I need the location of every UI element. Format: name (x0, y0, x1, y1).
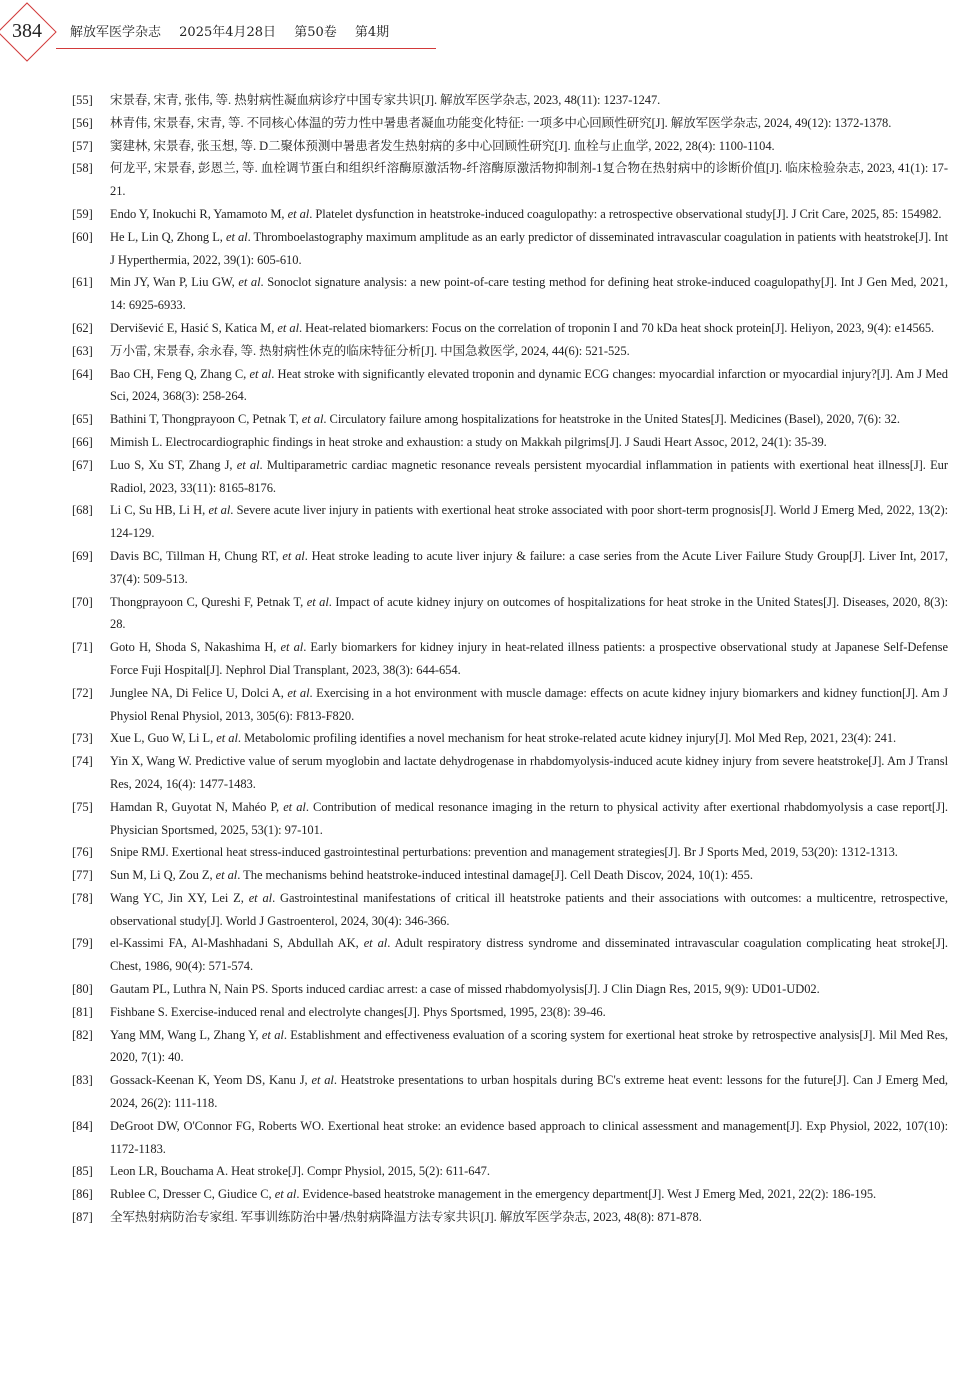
reference-number: [59] (72, 206, 93, 221)
reference-item (72, 727, 948, 750)
reference-item (72, 340, 948, 363)
reference-number: [58] (72, 161, 93, 176)
reference-authors: Li C, Su HB, Li H, (110, 503, 209, 518)
reference-text: Mimish L. Electrocardiographic findings in heat stroke and exhaustion: a study on Makkah pilgrims[J]. J Saudi Heart Assoc, 2012, 24(1): 35-39. (110, 434, 827, 449)
reference-citation: . The mechanisms behind heatstroke-induced intestinal damage[J]. Cell Death Discov, 2024, 10(1): 455. (237, 868, 753, 883)
reference-number: [56] (72, 115, 93, 130)
reference-authors: Bao CH, Feng Q, Zhang C, (110, 366, 250, 381)
reference-item (72, 1183, 948, 1206)
volume-label: 第50卷 (294, 25, 337, 40)
reference-authors: Junglee NA, Di Felice U, Dolci A, (110, 685, 288, 700)
reference-text (110, 864, 948, 887)
reference-authors: Wang YC, Jin XY, Lei Z, (110, 890, 249, 905)
reference-item (72, 157, 948, 203)
reference-number: [62] (72, 320, 93, 335)
reference-citation: . Heatstroke presentations to urban hospitals during BC's extreme heat event: lessons for the future[J]. Can J Emerg Med, 2024, 26(2): 111-118. (110, 1073, 948, 1111)
reference-et-al: et al (282, 548, 305, 563)
reference-text: Leon LR, Bouchama A. Heat stroke[J]. Compr Physiol, 2015, 5(2): 611-647. (110, 1164, 490, 1179)
reference-authors: Yang MM, Wang L, Zhang Y, (110, 1027, 262, 1042)
reference-number: [75] (72, 799, 93, 814)
reference-item (72, 636, 948, 682)
issue-label: 第4期 (354, 25, 390, 40)
reference-list (72, 89, 948, 1229)
reference-citation: . Platelet dysfunction in heatstroke-induced coagulopathy: a retrospective observational study[J]. J Crit Care, 2025, 85: 154982. (309, 206, 942, 221)
reference-number: [87] (72, 1210, 93, 1225)
reference-text: 窦建林, 宋景春, 张玉想, 等. D二聚体预测中暑患者发生热射病的多中心回顾性研究[J]. 血栓与止血学, 2022, 28(4): 1100-1104. (110, 138, 775, 153)
reference-et-al: et al (216, 731, 238, 746)
reference-number: [60] (72, 229, 93, 244)
reference-text (110, 454, 948, 500)
reference-text: 万小雷, 宋景春, 余永春, 等. 热射病性休克的临床特征分析[J]. 中国急救医学, 2024, 44(6): 521-525. (110, 343, 630, 358)
reference-number: [80] (72, 982, 93, 997)
reference-authors: el-Kassimi FA, Al-Mashhadani S, Abdullah AK, (110, 936, 364, 951)
reference-item (72, 112, 948, 135)
reference-text (110, 317, 948, 340)
reference-item (72, 1115, 948, 1161)
reference-authors: Gossack-Keenan K, Yeom DS, Kanu J, (110, 1073, 312, 1088)
reference-text (110, 363, 948, 409)
reference-authors: He L, Lin Q, Zhong L, (110, 229, 226, 244)
reference-item (72, 887, 948, 933)
reference-et-al: et al (261, 1027, 284, 1042)
reference-text: 全军热射病防治专家组. 军事训练防治中暑/热射病降温方法专家共识[J]. 解放军医学杂志, 2023, 48(8): 871-878. (110, 1210, 702, 1225)
page-header (0, 0, 956, 62)
reference-authors: Goto H, Shoda S, Nakashima H, (110, 640, 281, 655)
reference-text (110, 499, 948, 545)
reference-number: [66] (72, 434, 93, 449)
reference-et-al: et al (238, 275, 261, 290)
running-header (70, 24, 403, 42)
reference-authors: Luo S, Xu ST, Zhang J, (110, 457, 237, 472)
reference-et-al: et al (215, 868, 238, 883)
reference-number: [77] (72, 868, 93, 883)
reference-citation: . Early biomarkers for kidney injury in heat-related illness patients: a prospective observational study at Japanese Self-Defense Force Fuji Hospital[J]. Nephrol Dial Transplant, 2023, 38(3): 644-654. (110, 640, 948, 677)
reference-item (72, 1001, 948, 1024)
reference-number: [64] (72, 366, 93, 381)
reference-citation: . Multiparametric cardiac magnetic resonance reveals persistent myocardial inflammation in patients with exertional heat illness[J]. Eur Radiol, 2023, 33(11): 8165-8176. (110, 457, 948, 495)
reference-et-al: et al (249, 366, 272, 381)
reference-number: [74] (72, 754, 93, 769)
reference-text: Snipe RMJ. Exertional heat stress-induced gastrointestinal perturbations: prevention and management strategies[J]. Br J Sports Med, 2019, 53(20): 1312-1313. (110, 845, 898, 860)
reference-et-al: et al (311, 1073, 334, 1088)
reference-authors: Hamdan R, Guyotat N, Mahéo P, (110, 799, 284, 814)
reference-text (110, 1183, 948, 1206)
reference-text (110, 932, 948, 978)
reference-number: [55] (72, 93, 93, 107)
reference-citation: . Heat-related biomarkers: Focus on the correlation of troponin I and 70 kDa heat shock protein[J]. Heliyon, 2023, 9(4): e14565. (299, 320, 935, 335)
reference-item (72, 363, 948, 409)
reference-number: [85] (72, 1164, 93, 1179)
reference-item (72, 89, 948, 112)
reference-et-al: et al (236, 457, 260, 472)
reference-text (110, 545, 948, 591)
reference-citation: . Contribution of medical resonance imaging in the return to physical activity after exertional rhabdomyolysis a case report[J]. Physician Sportsmed, 2025, 53(1): 97-101. (110, 799, 948, 837)
reference-citation: . Evidence-based heatstroke management in the emergency department[J]. West J Emerg Med, 2021, 22(2): 186-195. (296, 1187, 877, 1202)
reference-item (72, 226, 948, 272)
reference-text: 林青伟, 宋景春, 宋青, 等. 不同核心体温的劳力性中暑患者凝血功能变化特征: 一项多中心回顾性研究[J]. 解放军医学杂志, 2024, 49(12): 1372-1378. (110, 115, 892, 130)
reference-item (72, 203, 948, 226)
reference-item (72, 682, 948, 728)
reference-number: [86] (72, 1187, 93, 1202)
reference-number: [73] (72, 731, 93, 746)
journal-name: 解放军医学杂志 (70, 25, 162, 40)
reference-item (72, 454, 948, 500)
reference-authors: Thongprayoon C, Qureshi F, Petnak T, (110, 594, 307, 609)
reference-citation: . Heat stroke leading to acute liver injury & failure: a case series from the Acute Liver Failure Study Group[J]. Liver Int, 2017, 37(4): 509-513. (110, 548, 949, 586)
reference-item (72, 1160, 948, 1183)
reference-text (110, 636, 948, 682)
reference-number: [70] (72, 594, 93, 609)
reference-item (72, 408, 948, 431)
reference-text: Yin X, Wang W. Predictive value of serum myoglobin and lactate dehydrogenase in rhabdomyolysis-induced acute kidney injury from severe heatstroke[J]. Am J Transl Res, 2024, 16(4): 1477-1483. (110, 754, 948, 791)
reference-et-al: et al (248, 890, 273, 905)
reference-number: [76] (72, 845, 93, 860)
reference-citation: . Severe acute liver injury in patients with exertional heat stroke associated with poor short-term prognosis[J]. World J Emerg Med, 2022, 13(2): 124-129. (110, 503, 949, 541)
reference-citation: . Exercising in a hot environment with muscle damage: effects on acute kidney injury biomarkers and kidney function[J]. Am J Physiol Renal Physiol, 2013, 305(6): F813-F820. (110, 685, 949, 723)
reference-text (110, 796, 948, 842)
reference-item (72, 1206, 948, 1229)
reference-item (72, 1024, 948, 1070)
reference-citation: . Gastrointestinal manifestations of critical ill heatstroke patients and their associations with outcomes: a multicentre, retrospective, observational study[J]. World J Gastroenterol, 2024, 30(4): 346-366. (110, 890, 949, 928)
reference-item (72, 545, 948, 591)
reference-authors: Min JY, Wan P, Liu GW, (110, 275, 239, 290)
reference-number: [71] (72, 640, 93, 655)
reference-text: 宋景春, 宋青, 张伟, 等. 热射病性凝血病诊疗中国专家共识[J]. 解放军医学杂志, 2023, 48(11): 1237-1247. (110, 93, 661, 107)
reference-item (72, 431, 948, 454)
reference-authors: Xue L, Guo W, Li L, (110, 731, 217, 746)
reference-text (110, 226, 948, 272)
reference-item (72, 1069, 948, 1115)
reference-number: [83] (72, 1073, 93, 1088)
reference-item (72, 841, 948, 864)
reference-et-al: et al (277, 320, 300, 335)
reference-text (110, 1069, 948, 1115)
reference-item (72, 864, 948, 887)
reference-citation: . Establishment and effectiveness evaluation of a scoring system for exertional heat stroke by retrospective analysis[J]. Mil Med Res, 2020, 7(1): 40. (110, 1027, 948, 1065)
reference-number: [81] (72, 1004, 93, 1019)
reference-authors: Dervišević E, Hasić S, Katica M, (110, 320, 278, 335)
reference-number: [61] (72, 275, 93, 290)
reference-item (72, 499, 948, 545)
reference-text (110, 887, 948, 933)
reference-number: [68] (72, 503, 93, 518)
reference-item (72, 796, 948, 842)
reference-number: [67] (72, 457, 93, 472)
reference-item (72, 135, 948, 158)
reference-text (110, 271, 948, 317)
reference-text (110, 727, 948, 750)
reference-item (72, 750, 948, 796)
page-number: 384 (12, 20, 42, 42)
reference-number: [84] (72, 1118, 93, 1133)
reference-et-al: et al (287, 206, 310, 221)
reference-text: 何龙平, 宋景春, 彭恩兰, 等. 血栓调节蛋白和组织纤溶酶原激活物-纤溶酶原激活物抑制剂-1复合物在热射病中的诊断价值[J]. 临床检验杂志, 2023, 41(1): 17-21. (110, 161, 948, 199)
reference-number: [63] (72, 343, 93, 358)
reference-number: [79] (72, 936, 93, 951)
reference-citation: . Metabolomic profiling identifies a novel mechanism for heat stroke-related acute kidney injury[J]. Mol Med Rep, 2021, 23(4): 241. (237, 731, 897, 746)
reference-text: Fishbane S. Exercise-induced renal and electrolyte changes[J]. Phys Sportsmed, 1995, 23(8): 39-46. (110, 1004, 606, 1019)
reference-item (72, 317, 948, 340)
reference-et-al: et al (306, 594, 329, 609)
reference-text (110, 1024, 948, 1070)
reference-citation: . Impact of acute kidney injury on outcomes of hospitalizations for heat stroke in the United States[J]. Diseases, 2020, 8(3): 28. (110, 594, 948, 632)
reference-text: Gautam PL, Luthra N, Nain PS. Sports induced cardiac arrest: a case of missed rhabdomyolysis[J]. J Clin Diagn Res, 2015, 9(9): UD01-UD02. (110, 982, 820, 997)
reference-et-al: et al (283, 799, 306, 814)
reference-et-al: et al (208, 503, 231, 518)
reference-number: [78] (72, 890, 93, 905)
reference-et-al: et al (274, 1187, 297, 1202)
reference-item (72, 271, 948, 317)
reference-text (110, 203, 948, 226)
reference-text (110, 408, 948, 431)
reference-authors: Bathini T, Thongprayoon C, Petnak T, (110, 412, 302, 427)
reference-authors: Davis BC, Tillman H, Chung RT, (110, 548, 283, 563)
reference-citation: . Sonoclot signature analysis: a new point-of-care testing method for defining heat stroke-induced coagulopathy[J]. Int J Gen Med, 2021, 14: 6925-6933. (110, 275, 949, 313)
reference-item (72, 978, 948, 1001)
reference-et-al: et al (301, 412, 324, 427)
reference-number: [57] (72, 138, 93, 153)
reference-authors: Rublee C, Dresser C, Giudice C, (110, 1187, 275, 1202)
reference-number: [72] (72, 685, 93, 700)
reference-number: [69] (72, 548, 93, 563)
reference-authors: Endo Y, Inokuchi R, Yamamoto M, (110, 206, 288, 221)
reference-text: DeGroot DW, O'Connor FG, Roberts WO. Exertional heat stroke: an evidence based approach to clinical assessment and management[J]. Exp Physiol, 2022, 107(10): 1172-1183. (110, 1118, 948, 1156)
reference-citation: . Circulatory failure among hospitalizations for heatstroke in the United States[J]. Medicines (Basel), 2020, 7(6): 32. (323, 412, 900, 427)
reference-authors: Sun M, Li Q, Zou Z, (110, 868, 216, 883)
reference-number: [82] (72, 1027, 93, 1042)
reference-et-al: et al (225, 229, 248, 244)
reference-et-al: et al (287, 685, 310, 700)
reference-number: [65] (72, 412, 93, 427)
reference-et-al: et al (363, 936, 388, 951)
reference-citation: . Adult respiratory distress syndrome and disseminated intravascular coagulation complicating heat stroke[J]. Chest, 1986, 90(4): 571-574. (110, 936, 948, 974)
reference-text (110, 682, 948, 728)
reference-text (110, 591, 948, 637)
reference-et-al: et al (280, 640, 304, 655)
reference-item (72, 591, 948, 637)
reference-citation: . Heat stroke with significantly elevated troponin and dynamic ECG changes: myocardial infarction or myocardial injury?[J]. Am J Med Sci, 2024, 368(3): 258-264. (110, 366, 948, 404)
header-rule (56, 48, 436, 49)
reference-citation: . Thromboelastography maximum amplitude as an early predictor of disseminated intravascular coagulation in patients with heatstroke[J]. Int J Hyperthermia, 2022, 39(1): 605-610. (110, 229, 948, 267)
reference-item (72, 932, 948, 978)
issue-date: 2025年4月28日 (179, 25, 277, 40)
